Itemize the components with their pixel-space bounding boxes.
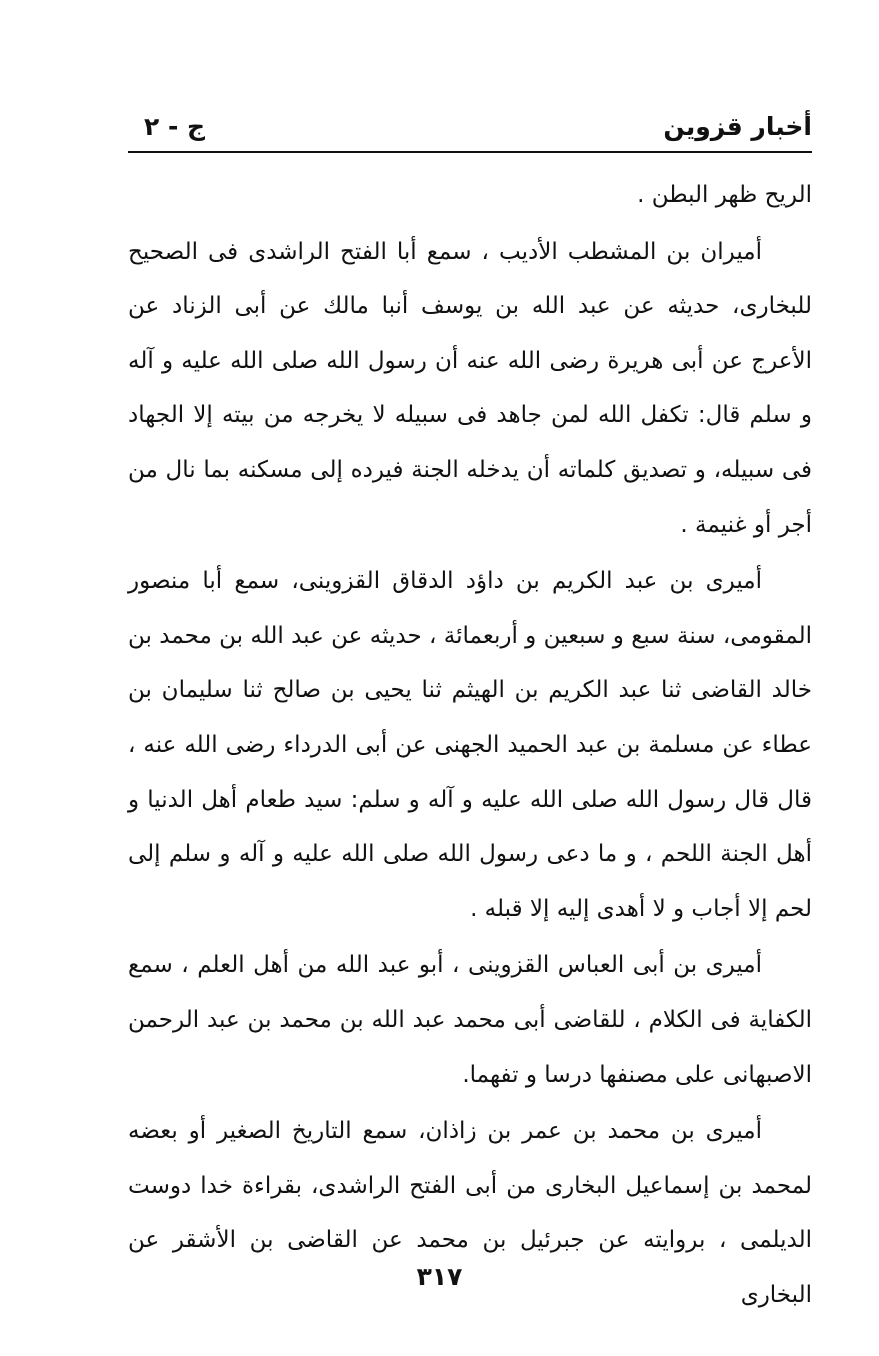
- paragraph: أميرى بن أبى العباس القزوينى ، أبو عبد الله من أهل العلم ، سمع الكفاية فى الكلام ، للقاضى أبى محمد عبد الله بن محمد بن عبد الرحمن الاصبهانى على مصنفها درسا و تفهما.: [128, 952, 812, 1088]
- volume-label: ج - ٢: [144, 112, 206, 141]
- paragraph: أميران بن المشطب الأديب ، سمع أبا الفتح الراشدى فى الصحيح للبخارى، حديثه عن عبد الله بن يوسف أنبا مالك عن أبى الزناد عن الأعرج عن أبى هريرة رضى الله عنه أن رسول الله صلى الله عليه و آله و سلم قال: تكفل الله لمن جاهد فى سبيله لا يخرجه من بيته إلا الجهاد فى سبيله، و تصديق كلماته أن يدخله الجنة فيرده إلى مسكنه بما نال من أجر أو غنيمة .: [128, 238, 812, 538]
- paragraph: أميرى بن عبد الكريم بن داؤد الدقاق القزوينى، سمع أبا منصور المقومى، سنة سبع و سبعين و أربعمائة ، حديثه عن عبد الله بن محمد بن خالد القاضى ثنا عبد الكريم بن الهيثم ثنا يحيى بن صالح ثنا سليمان بن عطاء عن مسلمة بن عبد الحميد الجهنى عن أبى الدرداء رضى الله عنه ، قال قال رسول الله صلى الله عليه و آله و سلم: سيد طعام أهل الدنيا و أهل الجنة اللحم ، و ما دعى رسول الله صلى الله عليه و آله و سلم إلى لحم إلا أجاب و لا أهدى إليه إلا قبله .: [128, 568, 812, 922]
- paragraph: الريح ظهر البطن .: [637, 182, 812, 208]
- header-divider: [128, 151, 812, 153]
- running-header: [128, 108, 812, 154]
- paragraph: أميرى بن محمد بن عمر بن زاذان، سمع التاريخ الصغير أو بعضه لمحمد بن إسماعيل البخارى من أبى الفتح الراشدى، بقراءة خدا دوست الديلمى ، بروايته عن جبرئيل بن محمد عن القاضى بن الأشقر عن البخارى: [128, 1118, 812, 1308]
- book-title: أخبار قزوين: [663, 112, 812, 141]
- page-number: ٣١٧: [416, 1262, 463, 1291]
- page-body: [128, 168, 812, 1324]
